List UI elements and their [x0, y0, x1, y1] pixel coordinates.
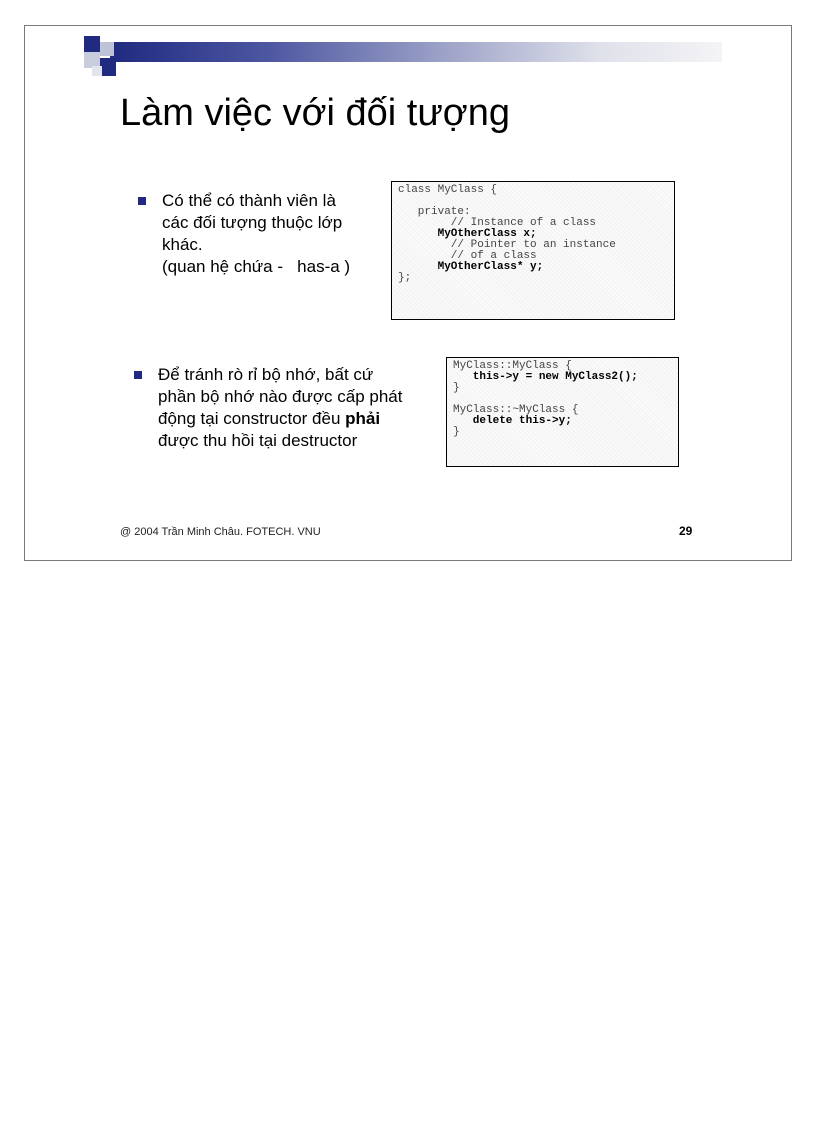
bullet-item [138, 190, 378, 278]
bullet-line: được thu hồi tại destructor [158, 431, 358, 450]
bullet-line: các đối tượng thuộc lớp [162, 213, 343, 232]
code-line: private: [398, 206, 471, 218]
code-line: }; [398, 272, 412, 284]
code-line: } [453, 382, 460, 394]
code-line: delete this->y; [453, 415, 572, 427]
code-line: MyOtherClass* y; [398, 261, 544, 273]
bullet-line-text: động tại constructor đều [158, 409, 346, 428]
footer-copyright: @ 2004 Trần Minh Châu. FOTECH. VNU [120, 526, 321, 538]
code-line: // Instance of a class [398, 217, 597, 229]
bullet-square-icon [134, 371, 142, 379]
header-gradient-bar [110, 42, 722, 62]
bullet-emphasis: phải [345, 409, 381, 428]
decorative-square [100, 42, 114, 56]
decorative-square [100, 58, 116, 76]
code-block-destructor [446, 357, 679, 467]
bullet-text [162, 190, 378, 278]
code-line: class MyClass { [398, 184, 498, 196]
bullet-square-icon [138, 197, 146, 205]
bullet-line: Có thể có thành viên là [162, 191, 336, 210]
bullet-line: khác. [162, 235, 203, 254]
bullet-line: phần bộ nhớ nào được cấp phát [158, 387, 403, 406]
code-line: // Pointer to an instance [398, 239, 616, 251]
bullet-line: (quan hệ chứa - has-a ) [162, 257, 351, 276]
decorative-square [92, 66, 102, 76]
code-line: this->y = new MyClass2(); [453, 371, 638, 383]
bullet-item [134, 364, 434, 452]
decorative-square [84, 36, 100, 52]
page-number: 29 [679, 524, 693, 538]
code-line: MyClass::~MyClass { [453, 404, 579, 416]
code-line: } [453, 426, 460, 438]
bullet-line [158, 408, 434, 430]
bullet-text [158, 364, 434, 452]
bullet-line: Để tránh rò rỉ bộ nhớ, bất cứ [158, 365, 374, 384]
code-block-myclass [391, 181, 675, 320]
code-line: MyClass::MyClass { [453, 360, 572, 372]
code-line: // of a class [398, 250, 537, 262]
code-line: MyOtherClass x; [398, 228, 537, 240]
slide-title: Làm việc với đối tượng [120, 92, 510, 134]
